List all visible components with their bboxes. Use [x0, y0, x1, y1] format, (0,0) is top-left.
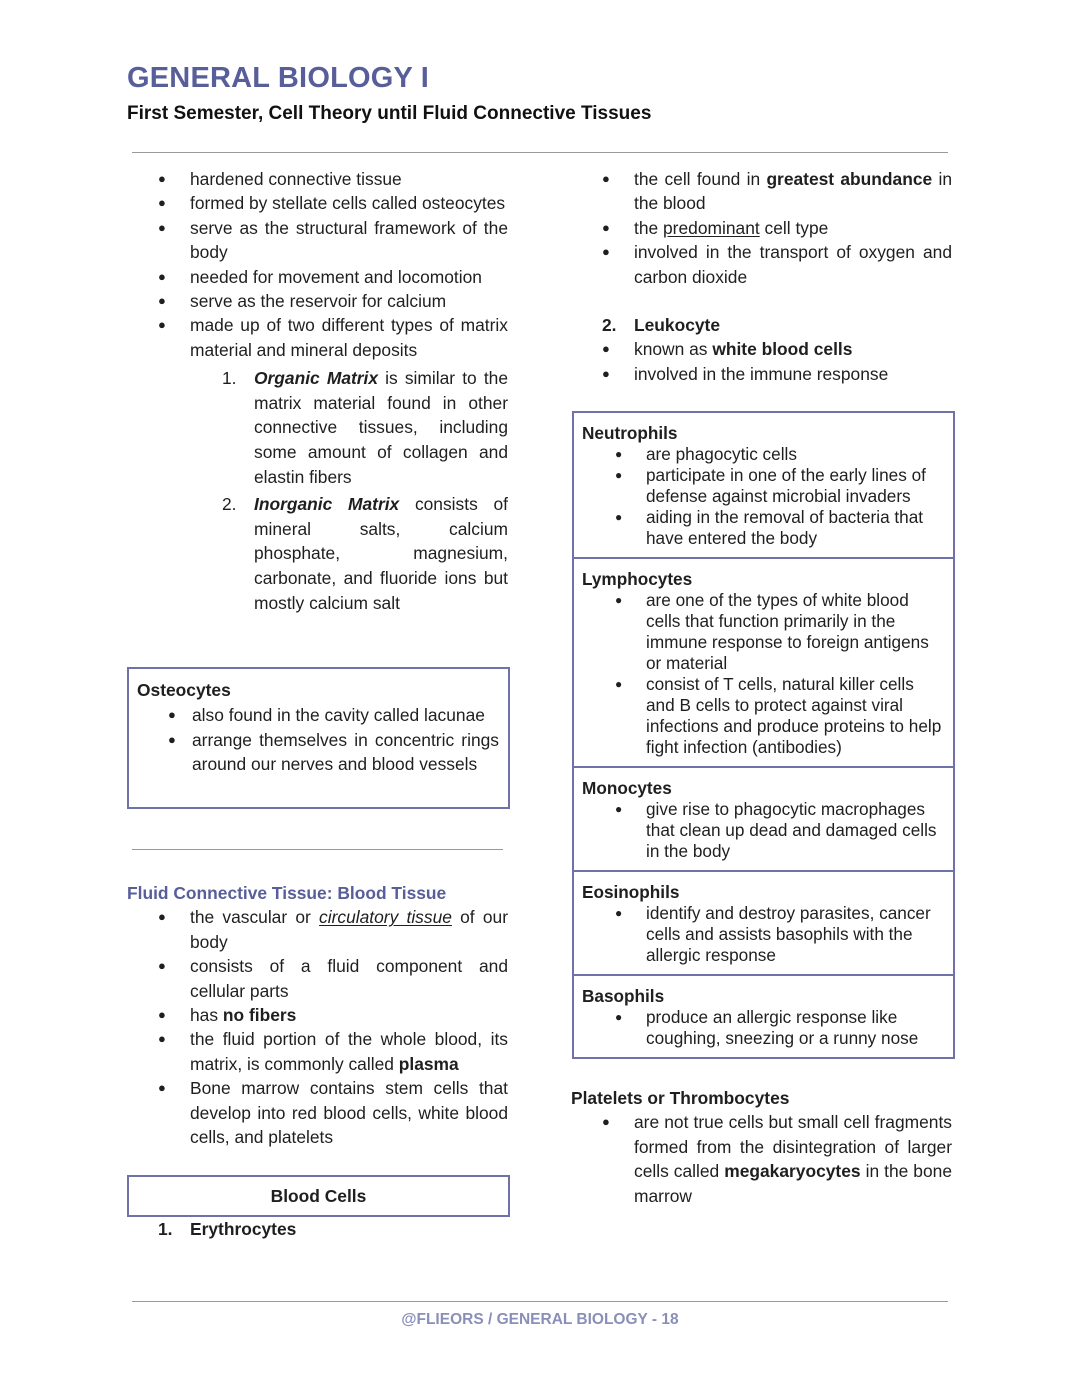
- fluid-bullet-list: [127, 905, 508, 1149]
- rbc-bullet-list: [571, 167, 952, 289]
- page-title: GENERAL BIOLOGY I: [127, 62, 430, 94]
- list-item: ● formed by stellate cells called osteocytes: [127, 191, 508, 215]
- list-item: 2. Inorganic Matrix consists of mineral salts, calcium phosphate, magnesium, carbonate, and fluoride ions but mostly calcium salt: [222, 494, 508, 613]
- page-subtitle: First Semester, Cell Theory until Fluid Connective Tissues: [127, 103, 652, 124]
- list-item: ● also found in the cavity called lacunae: [137, 703, 499, 727]
- list-item: ● are one of the types of white blood cells that function primarily in the immune response to foreign antigens or material: [582, 590, 944, 674]
- box-title: Blood Cells: [270, 1186, 367, 1206]
- wbc-type-neutrophils: Neutrophils ● are phagocytic cells ● participate in one of the early lines of defense against microbial invaders ● aiding in the removal of bacteria that have entered the body: [574, 413, 953, 559]
- platelets-section: [571, 1086, 952, 1208]
- rbc-section: [571, 167, 952, 386]
- list-item: ● the vascular or circulatory tissue of our body: [127, 905, 508, 954]
- leukocyte-heading: 2. Leukocyte: [602, 315, 721, 336]
- wbc-type-monocytes: Monocytes ● give rise to phagocytic macrophages that clean up dead and damaged cells in the body: [574, 768, 953, 872]
- section-heading: Fluid Connective Tissue: Blood Tissue: [127, 883, 447, 903]
- box-title: Osteocytes: [137, 680, 231, 700]
- list-item: ● identify and destroy parasites, cancer cells and assists basophils with the allergic response: [582, 903, 944, 966]
- fluid-tissue-section: [127, 881, 508, 1149]
- list-item: ● needed for movement and locomotion: [127, 265, 508, 289]
- list-item: ● participate in one of the early lines of defense against microbial invaders: [582, 465, 944, 507]
- wbc-type-lymphocytes: Lymphocytes ● are one of the types of white blood cells that function primarily in the immune response to foreign antigens or material ● consist of T cells, natural killer cells and B cells to protect against viral infections and produce proteins to help fight infection (antibodies): [574, 559, 953, 768]
- list-item: ● aiding in the removal of bacteria that have entered the body: [582, 507, 944, 549]
- list-item: ● the predominant cell type: [571, 216, 952, 240]
- list-item: ● serve as the reservoir for calcium: [127, 289, 508, 313]
- bone-section: [127, 167, 508, 615]
- list-item: ● are not true cells but small cell fragments formed from the disintegration of larger cells called megakaryocytes in the bone marrow: [571, 1110, 952, 1208]
- list-item: 1. Organic Matrix is similar to the matrix material found in other connective tissues, including some amount of collagen and elastin fibers: [222, 368, 508, 487]
- list-item: ● involved in the transport of oxygen and carbon dioxide: [571, 240, 952, 289]
- list-item: ● the cell found in greatest abundance in the blood: [571, 167, 952, 216]
- matrix-term: Inorganic Matrix: [254, 494, 400, 515]
- list-item: ● serve as the structural framework of the body: [127, 216, 508, 265]
- list-item: ● has no fibers: [127, 1003, 508, 1027]
- list-item: ● arrange themselves in concentric rings around our nerves and blood vessels: [137, 728, 499, 777]
- wbc-type-eosinophils: Eosinophils ● identify and destroy parasites, cancer cells and assists basophils with the allergic response: [574, 872, 953, 976]
- list-item: ● consists of a fluid component and cellular parts: [127, 954, 508, 1003]
- osteocytes-list: [137, 703, 499, 776]
- list-item: ● give rise to phagocytic macrophages that clean up dead and damaged cells in the body: [582, 799, 944, 862]
- bone-bullet-list: [127, 167, 508, 362]
- list-item: ● made up of two different types of matrix material and mineral deposits: [127, 313, 508, 362]
- list-item: ● produce an allergic response like coughing, sneezing or a runny nose: [582, 1007, 944, 1049]
- platelets-heading: Platelets or Thrombocytes: [571, 1088, 790, 1108]
- list-item: ● Bone marrow contains stem cells that develop into red blood cells, white blood cells, and platelets: [127, 1076, 508, 1149]
- matrix-list: [127, 366, 508, 615]
- list-item: ● hardened connective tissue: [127, 167, 508, 191]
- list-item: ● are phagocytic cells: [582, 444, 944, 465]
- leukocyte-bullet-list: [571, 337, 952, 386]
- erythrocytes-heading: 1. Erythrocytes: [158, 1219, 297, 1239]
- list-item: ● the fluid portion of the whole blood, its matrix, is commonly called plasma: [127, 1027, 508, 1076]
- list-item: ● known as white blood cells: [571, 337, 952, 361]
- matrix-term: Organic Matrix: [254, 368, 379, 389]
- header-divider: [132, 152, 948, 153]
- list-item: ● consist of T cells, natural killer cells and B cells to protect against viral infections and produce proteins to help fight infection (antibodies): [582, 674, 944, 758]
- section-divider: [132, 849, 503, 850]
- page-footer: @FLIEORS / GENERAL BIOLOGY - 18: [401, 1311, 679, 1328]
- term-link: circulatory tissue: [319, 907, 452, 928]
- osteocytes-box: [127, 667, 510, 809]
- footer-divider: [132, 1301, 948, 1302]
- list-item: ● involved in the immune response: [571, 362, 952, 386]
- platelets-bullet-list: [571, 1110, 952, 1208]
- wbc-types-table: [572, 411, 955, 1059]
- wbc-type-basophils: Basophils ● produce an allergic response like coughing, sneezing or a runny nose: [574, 976, 953, 1057]
- blood-cells-box: [127, 1175, 510, 1217]
